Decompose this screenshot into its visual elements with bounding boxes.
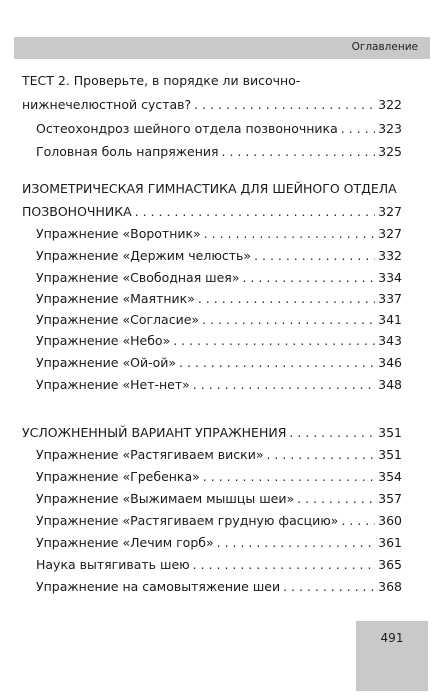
leader-dots: [202, 312, 375, 328]
toc-entry-page: 334: [378, 270, 402, 285]
toc-entry: [36, 469, 402, 485]
toc-entry-title: Упражнение «Маятник»: [36, 291, 195, 306]
toc-entry-page: 351: [378, 447, 402, 462]
toc-entry-page: 327: [378, 226, 402, 241]
toc-entry-title: Упражнение «Согласие»: [36, 312, 200, 327]
leader-dots: [341, 513, 375, 529]
toc-entry-page: 368: [378, 579, 402, 594]
leader-dots: [266, 447, 375, 463]
toc-entry-title: Упражнение «Ой-ой»: [36, 355, 177, 370]
toc-entry-title: Упражнение «Лечим горб»: [36, 535, 214, 550]
toc-entry: [36, 513, 402, 529]
leader-dots: [193, 377, 375, 393]
toc-entry-title: УСЛОЖНЕННЫЙ ВАРИАНТ УПРАЖНЕНИЯ: [22, 425, 287, 440]
toc-entry: [36, 248, 402, 264]
toc-entry-title: Упражнение «Растягиваем виски»: [36, 447, 264, 462]
toc-entry: [36, 291, 402, 307]
toc-entry: [36, 447, 402, 463]
leader-dots: [289, 425, 375, 441]
leader-dots: [179, 355, 375, 371]
toc-section-advanced: [22, 425, 402, 441]
toc-entry-test2: [22, 97, 402, 113]
leader-dots: [254, 248, 375, 264]
toc-entry-title: Упражнение «Растягиваем грудную фасцию»: [36, 513, 339, 528]
toc-entry-page: 346: [378, 355, 402, 370]
toc-entry-page: 361: [378, 535, 402, 550]
leader-dots: [193, 557, 375, 573]
toc-entry-title: Наука вытягивать шею: [36, 557, 190, 572]
toc-entry: [36, 579, 402, 595]
toc-entry-title: Упражнение «Небо»: [36, 333, 171, 348]
toc-entry-title: ПОЗВОНОЧНИКА: [22, 204, 132, 219]
toc-entry: [36, 557, 402, 573]
toc-entry: [36, 312, 402, 328]
toc-entry: [36, 333, 402, 349]
leader-dots: [203, 469, 375, 485]
leader-dots: [242, 270, 375, 286]
toc-entry: [36, 355, 402, 371]
toc-entry-title: Упражнение «Держим челюсть»: [36, 248, 252, 263]
toc-entry-page: 332: [378, 248, 402, 263]
leader-dots: [198, 291, 375, 307]
toc-entry: [36, 226, 402, 242]
toc-entry-page: 325: [378, 144, 402, 159]
running-header-title: Оглавление: [351, 41, 418, 53]
leader-dots: [173, 333, 375, 349]
toc-entry-title: Упражнение «Гребенка»: [36, 469, 200, 484]
toc-entry-page: 323: [378, 121, 402, 136]
toc-entry-page: 365: [378, 557, 402, 572]
toc-entry: [36, 535, 402, 551]
toc-entry: [36, 377, 402, 393]
leader-dots: [341, 121, 375, 137]
toc-entry-page: 348: [378, 377, 402, 392]
leader-dots: [194, 97, 375, 113]
toc-entry-page: 357: [378, 491, 402, 506]
toc-entry-title: Головная боль напряжения: [36, 144, 219, 159]
toc-entry-page: 337: [378, 291, 402, 306]
leader-dots: [297, 491, 375, 507]
toc-entry-page: 351: [378, 425, 402, 440]
leader-dots: [204, 226, 375, 242]
toc-entry-osteochondrosis: [36, 121, 402, 137]
toc-entry-title: Упражнение «Свободная шея»: [36, 270, 240, 285]
toc-entry-page: 360: [378, 513, 402, 528]
toc-entry: [36, 270, 402, 286]
toc-entry-title: Упражнение «Выжимаем мышцы шеи»: [36, 491, 295, 506]
toc-section-isometric: [22, 204, 402, 220]
toc-entry-title: Упражнение на самовытяжение шеи: [36, 579, 281, 594]
leader-dots: [222, 144, 375, 160]
toc-entry-page: 354: [378, 469, 402, 484]
toc-section-isometric-line1: ИЗОМЕТРИЧЕСКАЯ ГИМНАСТИКА ДЛЯ ШЕЙНОГО ОТДЕЛА: [22, 181, 397, 196]
toc-entry: [36, 491, 402, 507]
toc-entry-page: 343: [378, 333, 402, 348]
page-number: 491: [380, 631, 404, 645]
toc-entry-page: 327: [378, 204, 402, 219]
toc-entry-page: 322: [378, 97, 402, 112]
toc-entry-title: Остеохондроз шейного отдела позвоночника: [36, 121, 338, 136]
toc-entry-title: Упражнение «Воротник»: [36, 226, 201, 241]
toc-entry-headache: [36, 144, 402, 160]
toc-entry-page: 341: [378, 312, 402, 327]
leader-dots: [135, 204, 375, 220]
toc-entry-title: нижнечелюстной сустав?: [22, 97, 192, 112]
toc-entry-title: Упражнение «Нет-нет»: [36, 377, 190, 392]
leader-dots: [283, 579, 375, 595]
toc-entry-test2-line1: ТЕСТ 2. Проверьте, в порядке ли височно-: [22, 73, 301, 88]
leader-dots: [217, 535, 375, 551]
page-number-box: [356, 621, 428, 691]
